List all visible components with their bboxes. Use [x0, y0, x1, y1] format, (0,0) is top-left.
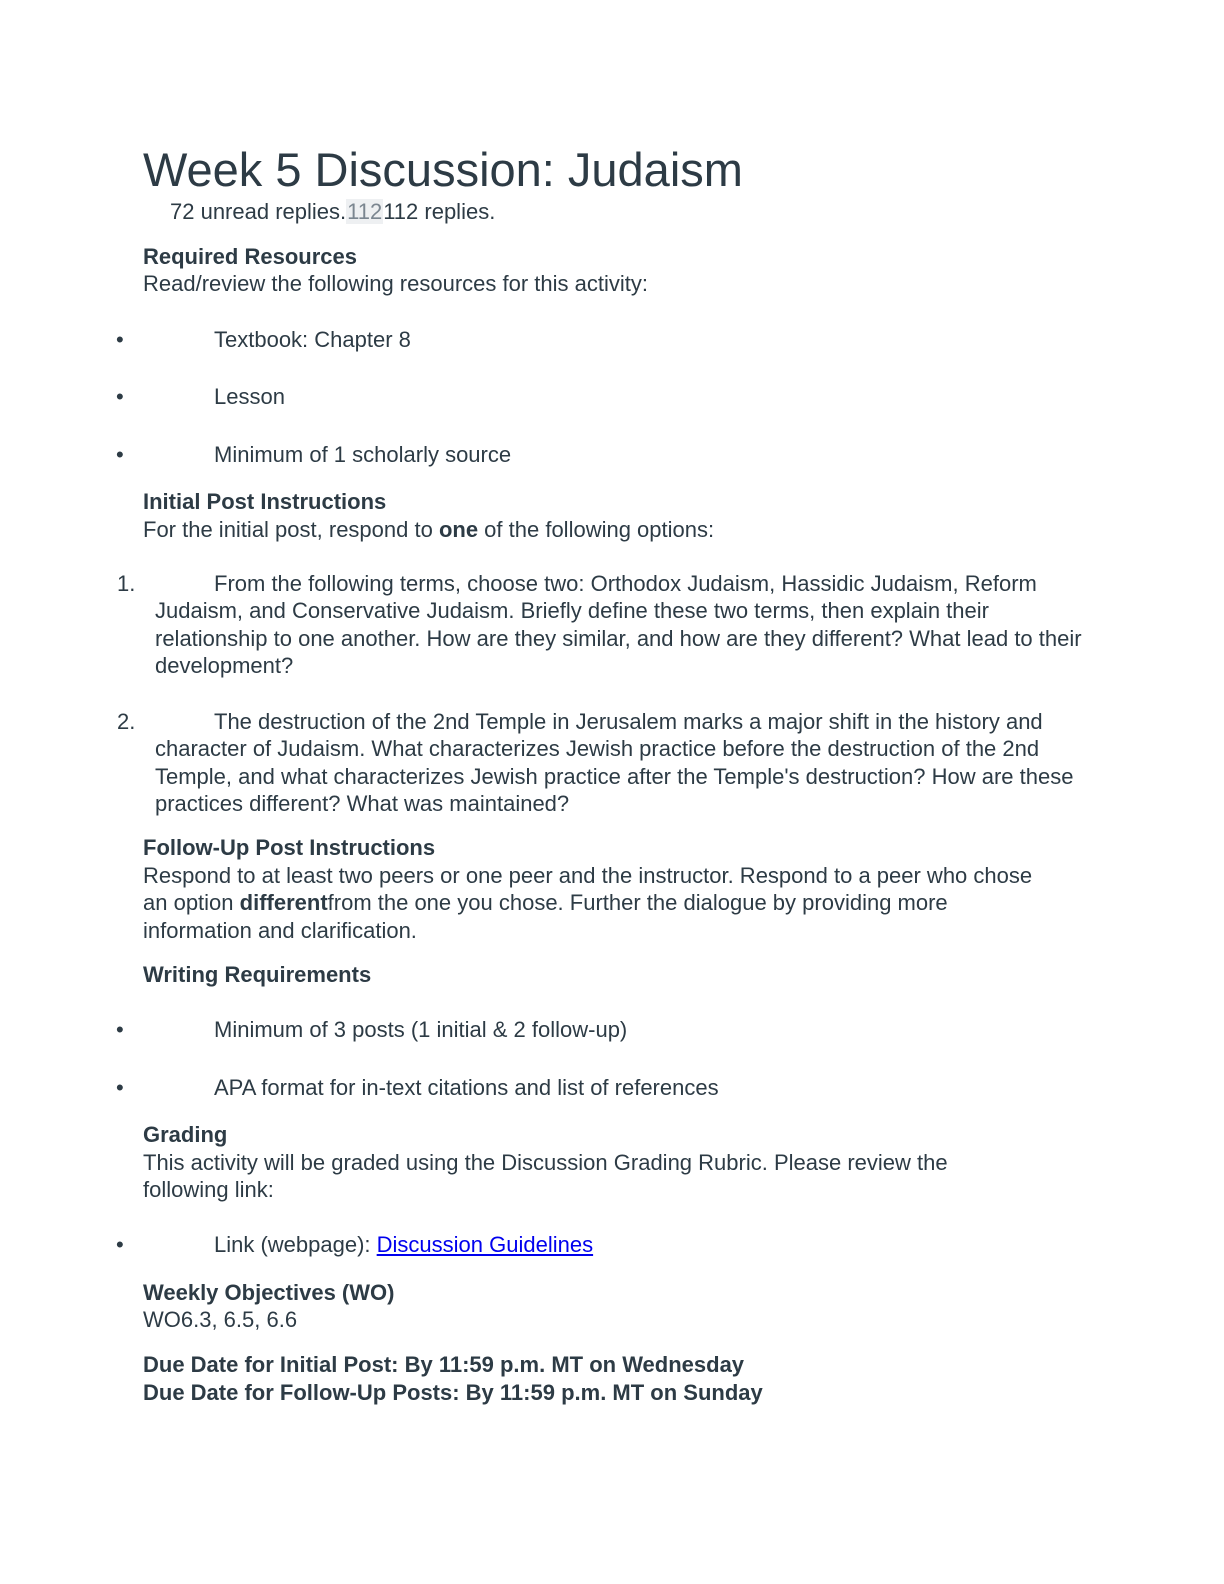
reply-count: 112 replies. — [383, 199, 496, 224]
option-text: From the following terms, choose two: Orthodox Judaism, Hassidic Judaism, Reform Judaism, and Conservative Judaism. Briefly define these two terms, then explain their relationship to one another. How are they similar, and how are they different? What lead to their development? — [155, 571, 1082, 678]
reply-badge: 112 — [347, 199, 383, 224]
due-initial: Due Date for Initial Post: By 11:59 p.m. MT on Wednesday — [143, 1352, 745, 1377]
option-text: The destruction of the 2nd Temple in Jerusalem marks a major shift in the history and character of Judaism. What characterizes Jewish practice before the destruction of the 2nd Temple, and what characterizes Jewish practice after the Temple's destruction? How are these practices different? What was maintained? — [155, 709, 1074, 816]
objectives-text: WO6.3, 6.5, 6.6 — [143, 1307, 298, 1332]
followup-heading: Follow-Up Post Instructions — [143, 835, 436, 860]
followup-text: Respond to at least two peers or one peer and the instructor. Respond to a peer who chose an option differentfrom the one you chose. Further the dialogue by providing more information and clarification. — [143, 863, 1033, 943]
bullet: • — [116, 384, 124, 409]
writing-heading: Writing Requirements — [143, 962, 372, 987]
resource-item: Lesson — [214, 384, 285, 409]
writing-item: APA format for in-text citations and list of references — [214, 1075, 719, 1100]
reply-stats — [170, 198, 495, 225]
unread-count: 72 unread replies. — [170, 199, 347, 224]
due-followup: Due Date for Follow-Up Posts: By 11:59 p.m. MT on Sunday — [143, 1380, 763, 1405]
objectives-heading: Weekly Objectives (WO) — [143, 1280, 395, 1305]
bullet: • — [116, 1232, 124, 1257]
grading-heading: Grading — [143, 1122, 228, 1147]
bullet: • — [116, 327, 124, 352]
bullet: • — [116, 1017, 124, 1042]
initial-heading: Initial Post Instructions — [143, 489, 387, 514]
bullet: • — [116, 1075, 124, 1100]
writing-item: Minimum of 3 posts (1 initial & 2 follow-up) — [214, 1017, 628, 1042]
initial-intro: For the initial post, respond to one of the following options: — [143, 517, 715, 542]
resource-item: Minimum of 1 scholarly source — [214, 442, 512, 467]
resources-intro: Read/review the following resources for this activity: — [143, 271, 648, 296]
option-number: 2. — [117, 709, 136, 734]
resources-heading: Required Resources — [143, 244, 357, 269]
grading-text: This activity will be graded using the Discussion Grading Rubric. Please review the following link: — [143, 1150, 948, 1203]
option-number: 1. — [117, 571, 136, 596]
bullet: • — [116, 442, 124, 467]
resource-item: Textbook: Chapter 8 — [214, 327, 411, 352]
discussion-guidelines-link[interactable]: Discussion Guidelines — [376, 1232, 594, 1257]
page-title: Week 5 Discussion: Judaism — [143, 143, 743, 196]
grading-link-item: Link (webpage): Discussion Guidelines — [214, 1232, 594, 1257]
